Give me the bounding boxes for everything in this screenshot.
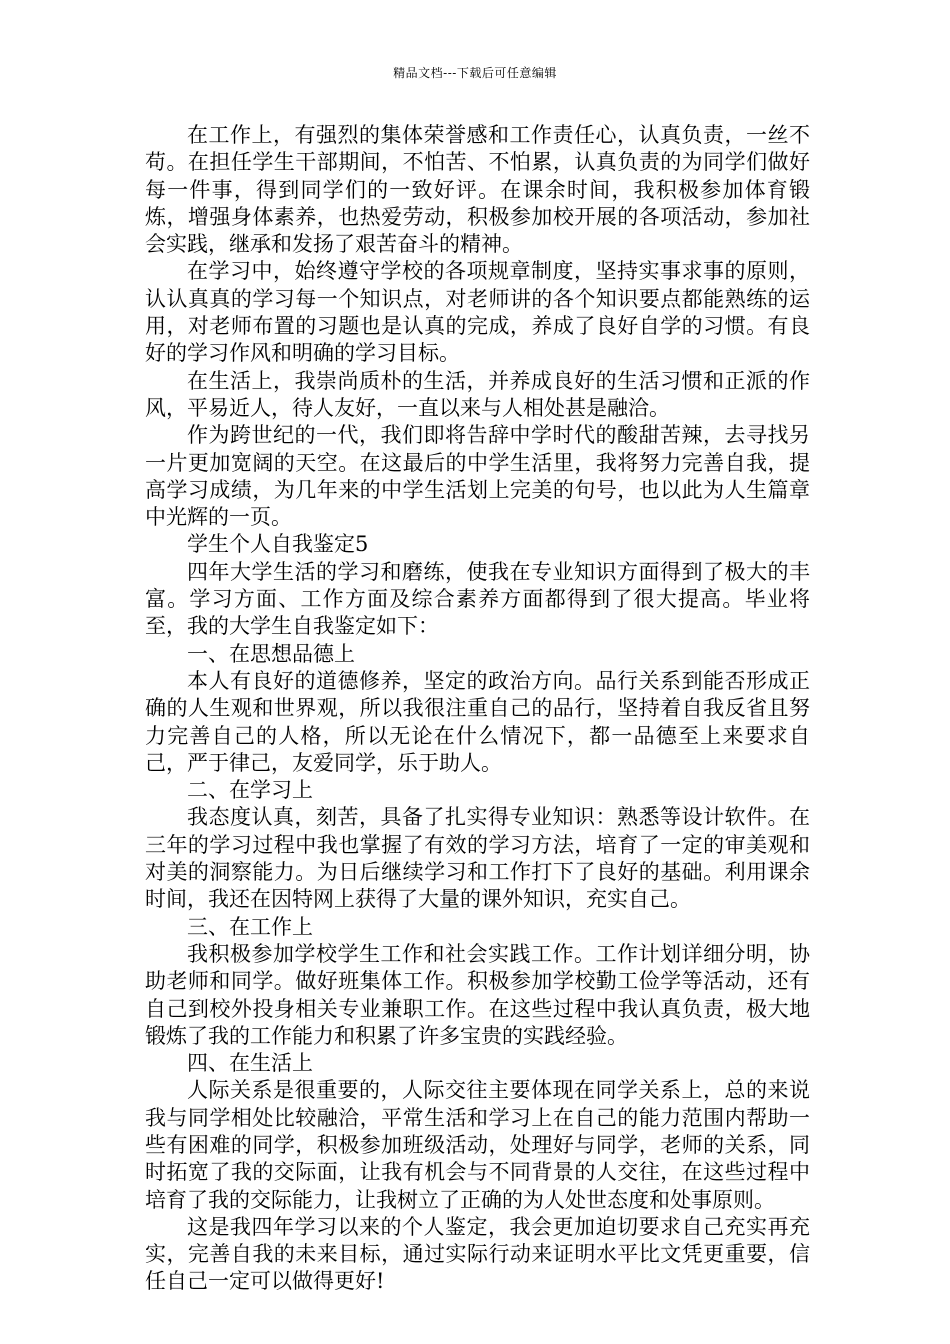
paragraph: 我态度认真，刻苦，具备了扎实得专业知识：熟悉等设计软件。在三年的学习过程中我也掌握了有效的学习方法，培育了一定的审美观和对美的洞察能力。为日后继续学习和工作打下了良好的基础。利用课余时间，我还在因特网上获得了大量的课外知识，充实自己。 (145, 805, 810, 912)
paragraph: 本人有良好的道德修养，坚定的政治方向。品行关系到能否形成正确的人生观和世界观，所以我很注重自己的品行，坚持着自我反省且努力完善自己的人格，所以无论在什么情况下，都一品德至上来要求自己，严于律己，友爱同学，乐于助人。 (145, 668, 810, 775)
paragraph: 人际关系是很重要的，人际交往主要体现在同学关系上，总的来说我与同学相处比较融洽，平常生活和学习上在自己的能力范围内帮助一些有困难的同学，积极参加班级活动，处理好与同学，老师的关系，同时拓宽了我的交际面，让我有机会与不同背景的人交往，在这些过程中培育了我的交际能力，让我树立了正确的为人处世态度和处事原则。 (145, 1078, 810, 1212)
paragraph: 四年大学生活的学习和磨练，使我在专业知识方面得到了极大的丰富。学习方面、工作方面及综合素养方面都得到了很大提高。毕业将至，我的大学生自我鉴定如下： (145, 559, 810, 639)
section-heading: 二、在学习上 (187, 778, 313, 803)
paragraph: 作为跨世纪的一代，我们即将告辞中学时代的酸甜苦辣，去寻找另一片更加宽阔的天空。在这最后的中学生活里，我将努力完善自我，提高学习成绩，为几年来的中学生活划上完美的句号，也以此为人生篇章中光辉的一页。 (145, 423, 810, 530)
document-body (145, 122, 810, 1296)
paragraph: 在学习中，始终遵守学校的各项规章制度，坚持实事求事的原则，认认真真的学习每一个知识点，对老师讲的各个知识要点都能熟练的运用，对老师布置的习题也是认真的完成，养成了良好自学的习惯。有良好的学习作风和明确的学习目标。 (145, 259, 810, 366)
paragraph: 这是我四年学习以来的个人鉴定，我会更加迫切要求自己充实再充实，完善自我的未来目标，通过实际行动来证明水平比文凭更重要，信任自己一定可以做得更好! (145, 1214, 810, 1294)
paragraph: 在生活上，我崇尚质朴的生活，并养成良好的生活习惯和正派的作风，平易近人，待人友好，一直以来与人相处甚是融洽。 (145, 368, 810, 420)
page-header: 精品文档---下载后可任意编辑 (393, 66, 557, 80)
section-heading: 三、在工作上 (187, 914, 313, 939)
paragraph: 在工作上，有强烈的集体荣誉感和工作责任心，认真负责，一丝不苟。在担任学生干部期间，不怕苦、不怕累，认真负责的为同学们做好每一件事，得到同学们的一致好评。在课余时间，我积极参加体育锻炼，增强身体素养，也热爱劳动，积极参加校开展的各项活动，参加社会实践，继承和发扬了艰苦奋斗的精神。 (145, 123, 810, 257)
section-title: 学生个人自我鉴定5 (187, 532, 369, 557)
section-heading: 四、在生活上 (187, 1051, 313, 1076)
paragraph: 我积极参加学校学生工作和社会实践工作。工作计划详细分明，协助老师和同学。做好班集体工作。积极参加学校勤工俭学等活动，还有自己到校外投身相关专业兼职工作。在这些过程中我认真负责，极大地锻炼了我的工作能力和积累了许多宝贵的实践经验。 (145, 941, 810, 1048)
section-heading: 一、在思想品德上 (187, 641, 355, 666)
